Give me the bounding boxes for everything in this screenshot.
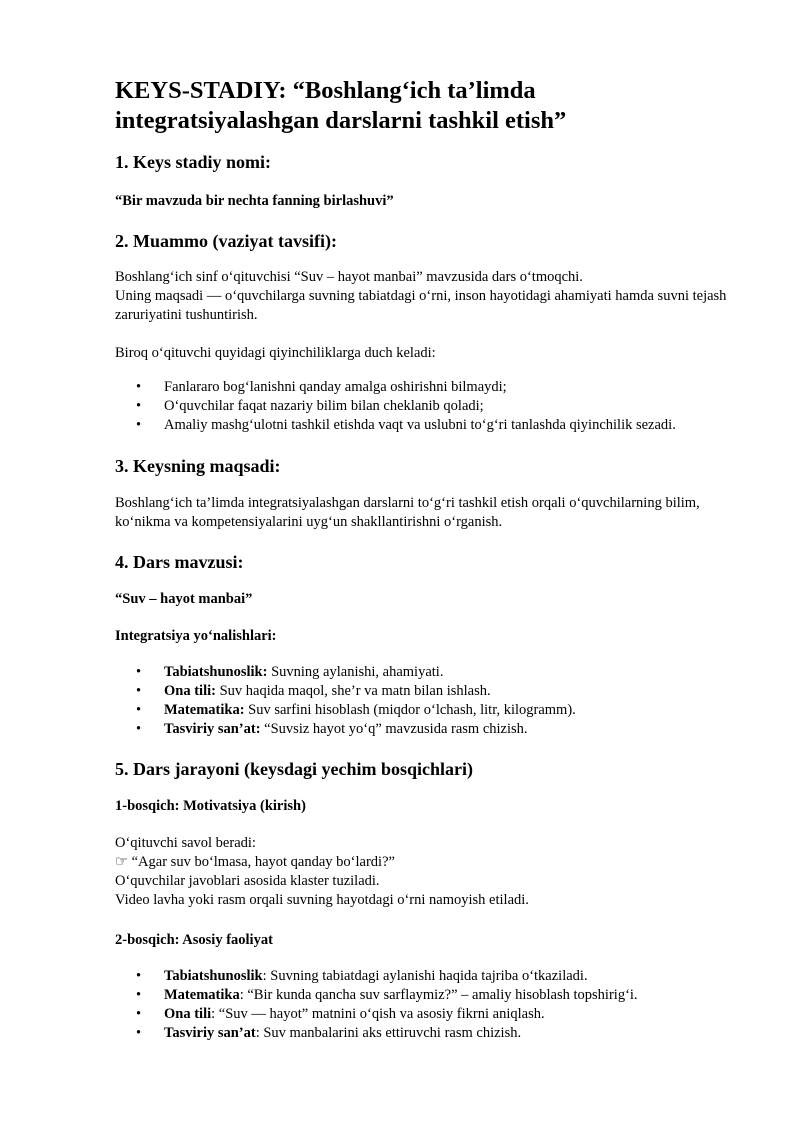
list-item: • O‘quvchilar faqat nazariy bilim bilan cheklanib qoladi;	[136, 398, 484, 414]
list-item: • Ona tili: Suv haqida maqol, she’r va matn bilan ishlash.	[136, 683, 491, 699]
case-name: “Bir mavzuda bir nechta fanning birlashuvi”	[115, 193, 394, 209]
section-4-heading: 4. Dars mavzusi:	[115, 552, 244, 572]
list-item: • Fanlararo bog‘lanishni qanday amalga oshirishni bilmaydi;	[136, 379, 507, 395]
list-item: • Tabiatshunoslik: Suvning tabiatdagi aylanishi haqida tajriba o‘tkaziladi.	[136, 968, 588, 984]
list-item: • Tabiatshunoslik: Suvning aylanishi, ahamiyati.	[136, 664, 444, 680]
integration-list	[136, 663, 756, 739]
step-1-heading: 1-bosqich: Motivatsiya (kirish)	[115, 798, 306, 814]
step-1-line-3: O‘quvchilar javoblari asosida klaster tuziladi.	[115, 873, 380, 889]
section-2-heading: 2. Muammo (vaziyat tavsifi):	[115, 231, 337, 251]
section-5-heading: 5. Dars jarayoni (keysdagi yechim bosqichlari)	[115, 759, 473, 779]
document-title: KEYS-STADIY: “Boshlang‘ich ta’limda integratsiyalashgan darslarni tashkil etish”	[115, 77, 567, 134]
difficulties-intro: Biroq o‘qituvchi quyidagi qiyinchiliklarga duch keladi:	[115, 345, 436, 361]
problem-line-2: Uning maqsadi — o‘quvchilarga suvning tabiatdagi o‘rni, inson hayotidagi ahamiyati hamda suvni tejash zaruriyatini tushuntirish.	[115, 288, 727, 323]
section-3-heading: 3. Keysning maqsadi:	[115, 456, 281, 476]
difficulties-list	[136, 378, 756, 435]
step-1-line-1: O‘qituvchi savol beradi:	[115, 835, 256, 851]
section-1-heading: 1. Keys stadiy nomi:	[115, 152, 272, 172]
step-2-list	[136, 967, 756, 1043]
list-item: • Tasviriy san’at: “Suvsiz hayot yo‘q” mavzusida rasm chizish.	[136, 721, 528, 737]
goal-text: Boshlang‘ich ta’limda integratsiyalashgan darslarni to‘g‘ri tashkil etish orqali o‘quvchilarning bilim, ko‘nikma va kompetensiyalarini uyg‘un shakllantirishni o‘rganish.	[115, 495, 700, 530]
integration-heading: Integratsiya yo‘nalishlari:	[115, 628, 277, 644]
step-1-line-4: Video lavha yoki rasm orqali suvning hayotdagi o‘rni namoyish etiladi.	[115, 892, 529, 908]
step-1-text	[115, 834, 755, 910]
list-item: • Ona tili: “Suv — hayot” matnini o‘qish va asosiy fikrni aniqlash.	[136, 1006, 545, 1022]
list-item: • Tasviriy san’at: Suv manbalarini aks ettiruvchi rasm chizish.	[136, 1025, 522, 1041]
problem-text	[115, 268, 755, 325]
lesson-topic: “Suv – hayot manbai”	[115, 591, 253, 607]
step-2-heading: 2-bosqich: Asosiy faoliyat	[115, 932, 273, 948]
list-item: • Matematika: Suv sarfini hisoblash (miqdor o‘lchash, litr, kilogramm).	[136, 702, 576, 718]
list-item: • Matematika: “Bir kunda qancha suv sarflaymiz?” – amaliy hisoblash topshirig‘i.	[136, 987, 638, 1003]
problem-line-1: Boshlang‘ich sinf o‘qituvchisi “Suv – hayot manbai” mavzusida dars o‘tmoqchi.	[115, 269, 583, 285]
list-item: • Amaliy mashg‘ulotni tashkil etishda vaqt va uslubni to‘g‘ri tanlashda qiyinchilik sezadi.	[136, 417, 676, 433]
step-1-line-2: ☞ “Agar suv bo‘lmasa, hayot qanday bo‘lardi?”	[115, 854, 395, 870]
